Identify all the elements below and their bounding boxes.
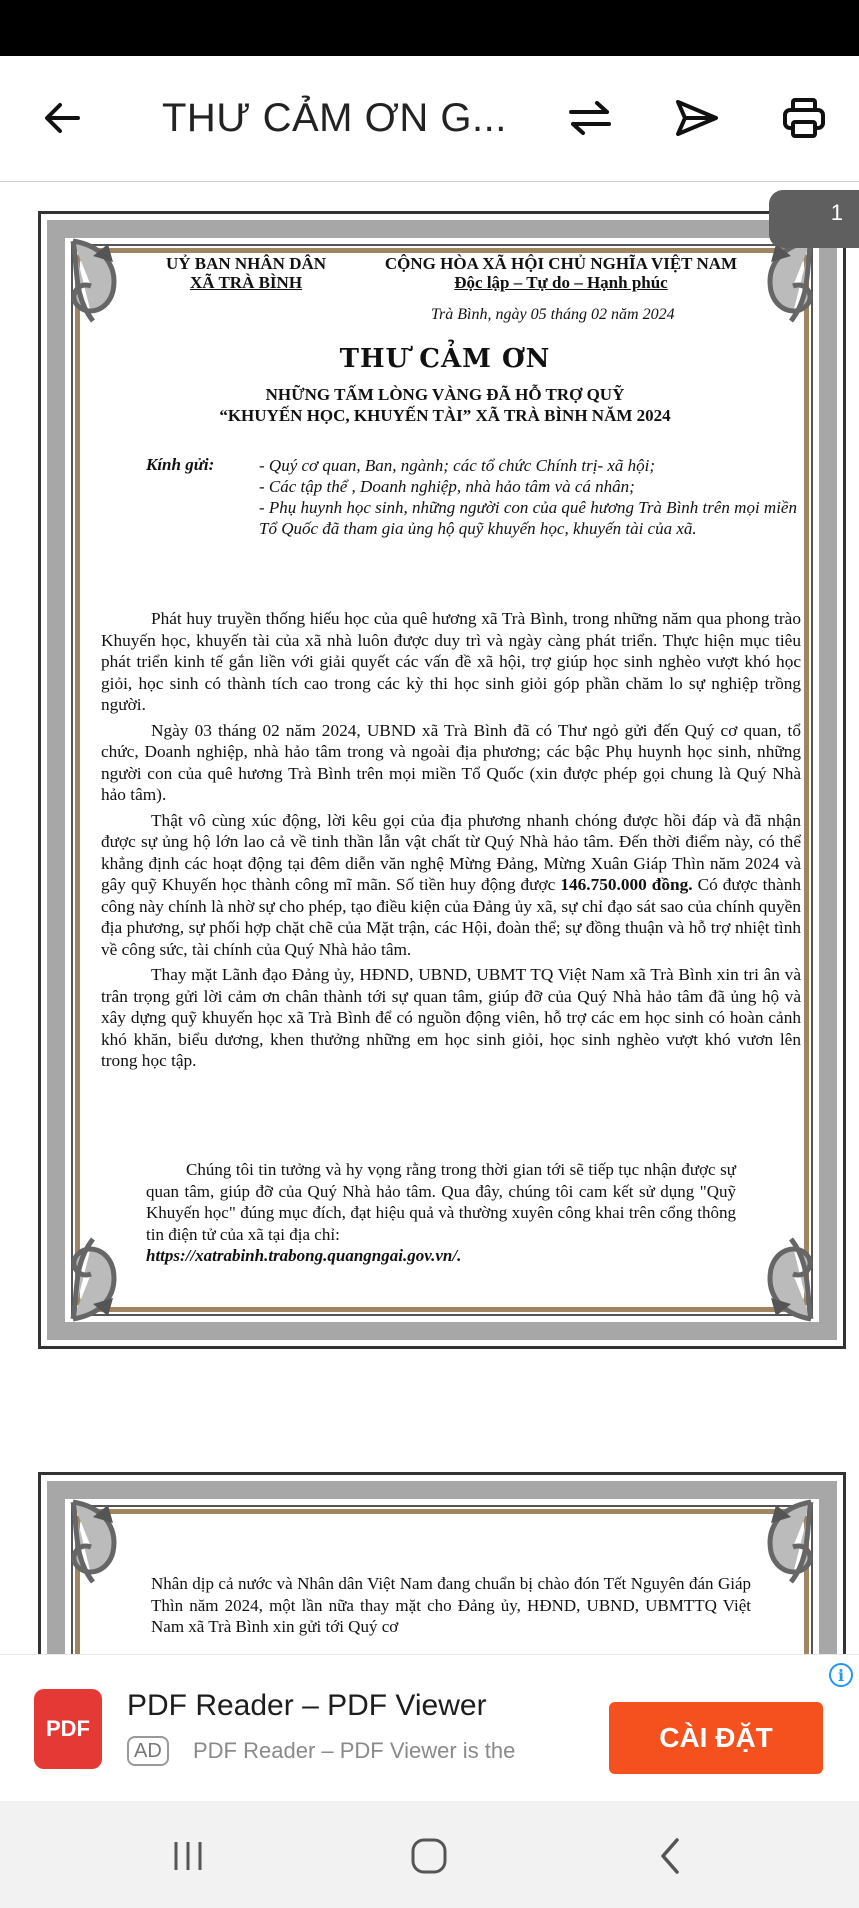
print-icon[interactable]	[772, 86, 836, 150]
ad-description: PDF Reader – PDF Viewer is the	[193, 1738, 516, 1763]
system-nav-bar	[0, 1801, 859, 1908]
paragraph: Thay mặt Lãnh đạo Đảng ủy, HĐND, UBND, UBMT TQ Việt Nam xã Trà Bình xin tri ân và trân trọng gửi lời cảm ơn chân thành tới sự quan tâm, giúp đỡ của Quý Nhà hảo tâm đã ủng hộ và xây dựng quỹ khuyến học xã Trà Bình để có nguồn động viên, hỗ trợ các em học sinh có hoàn cảnh khó khăn, biểu dương, khen thưởng những em học sinh giỏi, học sinh nghèo vượt khó vươn lên trong học tập.	[101, 965, 801, 1070]
back-arrow-icon[interactable]	[30, 86, 94, 150]
recipient-item: - Phụ huynh học sinh, những người con của quê hương Trà Bình trên mọi miền Tổ Quốc đã tham gia ủng hộ quỹ khuyến học, khuyến tài của xã.	[259, 498, 797, 538]
swap-icon[interactable]	[558, 86, 622, 150]
document-title: THƯ CẢM ƠN G...	[162, 96, 507, 140]
pdf-viewer[interactable]	[0, 182, 859, 1654]
pdf-page-2	[38, 1472, 846, 1654]
recipient-item: - Quý cơ quan, Ban, ngành; các tổ chức Chính trị- xã hội;	[259, 456, 656, 475]
header-left: UỶ BAN NHÂN DÂN XÃ TRÀ BÌNH	[165, 254, 327, 292]
letter-content	[41, 214, 849, 1352]
ad-badge: AD	[127, 1736, 169, 1766]
ad-banner[interactable]	[0, 1654, 859, 1802]
page-number-badge: 1	[769, 190, 859, 248]
paragraph: Ngày 03 tháng 02 năm 2024, UBND xã Trà Bình đã có Thư ngỏ gửi đến Quý cơ quan, tổ chức, Doanh nghiệp, nhà hảo tâm trong và ngoài địa phương; các bậc Phụ huynh học sinh, những người con của quê hương Trà Bình trên mọi miền Tổ Quốc (xin được phép gọi chung là Quý Nhà hảo tâm).	[101, 720, 801, 804]
recipient-item: - Các tập thể , Doanh nghiệp, nhà hảo tâm và cá nhân;	[259, 477, 635, 496]
ad-title: PDF Reader – PDF Viewer	[127, 1689, 487, 1722]
back-icon[interactable]	[640, 1829, 700, 1883]
letter-title: THƯ CẢM ƠN	[339, 344, 551, 374]
home-icon[interactable]	[399, 1829, 459, 1883]
install-button[interactable]: CÀI ĐẶT	[609, 1702, 823, 1774]
paragraph: Phát huy truyền thống hiếu học của quê hương xã Trà Bình, trong những năm qua phong trào Khuyến học, khuyến tài của xã nhà luôn được duy trì và ngày càng phát triển. Thực hiện mục tiêu phát triển kinh tế gắn liền với giải quyết các vấn đề xã hội, trợ giúp học sinh nghèo vượt khó học giỏi, học sinh có thành tích cao trong các kỳ thi học sinh giỏi góp phần chăm lo sự nghiệp trồng người.	[101, 609, 801, 714]
page2-paragraph: Nhân dịp cả nước và Nhân dân Việt Nam đang chuẩn bị chào đón Tết Nguyên đán Giáp Thìn năm 2024, một lần nữa thay mặt cho Đảng ủy, HĐND, UBND, UBMTTQ Việt Nam xã Trà Bình xin gửi tới Quý cơ	[151, 1574, 751, 1636]
app-toolbar	[0, 56, 859, 182]
corner-ornament-icon	[751, 1497, 821, 1587]
status-bar	[0, 0, 859, 56]
pdf-page-1	[38, 211, 846, 1349]
corner-ornament-icon	[63, 1497, 133, 1587]
donation-amount: 146.750.000 đồng.	[560, 875, 693, 894]
letter-date: Trà Bình, ngày 05 tháng 02 năm 2024	[431, 306, 675, 323]
info-icon[interactable]: i	[829, 1663, 853, 1687]
closing-paragraph: Chúng tôi tin tưởng và hy vọng rằng trong thời gian tới sẽ tiếp tục nhận được sự quan tâm, giúp đỡ của Quý Nhà hảo tâm. Qua đây, chúng tôi cam kết sử dụng "Quỹ Khuyến học" đúng mục đích, đạt hiệu quả và thường xuyên công khai trên cổng thông tin điện tử của xã tại địa chỉ: https://xatrabinh.trabong.quangngai.gov.vn/.	[146, 1160, 736, 1265]
recipients-list	[259, 455, 799, 539]
website-link[interactable]: https://xatrabinh.trabong.quangngai.gov.vn/.	[146, 1246, 462, 1265]
kinh-gui-label: Kính gửi:	[146, 455, 215, 474]
letter-body	[101, 608, 801, 1076]
recent-apps-icon[interactable]	[158, 1829, 218, 1883]
header-right: CỘNG HÒA XÃ HỘI CHỦ NGHĨA VIỆT NAM Độc lập – Tự do – Hạnh phúc	[384, 254, 738, 292]
paragraph: Thật vô cùng xúc động, lời kêu gọi của địa phương nhanh chóng được hồi đáp và đã nhận được sự ủng hộ lớn lao cả về tinh thần lẫn vật chất từ Quý Nhà hảo tâm. Đến thời điểm này, có thể khẳng định các hoạt động tại đêm diễn văn nghệ Mừng Đảng, Mừng Xuân Giáp Thìn năm 2024 và gây quỹ Khuyến học thành công mĩ mãn. Số tiền huy động được 146.750.000 đồng. Có được thành công này chính là nhờ sự cho phép, tạo điều kiện của Đảng ủy xã, sự chỉ đạo sát sao của chính quyền địa phương, sự phối hợp chặt chẽ của Mặt trận, các Hội, đoàn thể; sự đồng thuận và hỗ trợ nhiệt tình về công sức, tài chính của Quý Nhà hảo tâm.	[101, 810, 801, 959]
pdf-app-logo: PDF	[34, 1689, 102, 1769]
letter-subtitle: NHỮNG TẤM LÒNG VÀNG ĐÃ HỖ TRỢ QUỸ “KHUYẾN HỌC, KHUYẾN TÀI” XÃ TRÀ BÌNH NĂM 2024	[219, 385, 671, 425]
send-icon[interactable]	[665, 86, 729, 150]
